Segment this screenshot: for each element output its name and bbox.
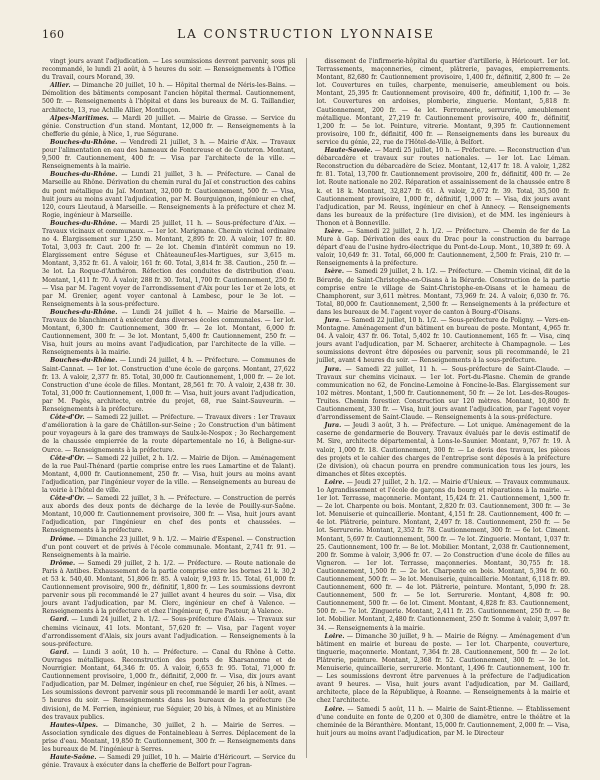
entry-text: — Samedi 22 juillet, 2 h. 1/2. — Préfecture. — Chemin de fer de La Mure à Gap. Dérivation des eaux du Drac pour la construction du barrage départ d'eau de l'usine hydro-électrique du Pont-de-Loup. Mont., 10,389 fr. 69. À valoir, 10,649 fr. 31. Total, 66,000 fr. Cautionnement, 2,500 fr. Frais, 210 fr. — Renseignements à la préfecture. xyxy=(316,227,571,268)
entry-department: Loire. xyxy=(324,705,345,713)
entry-department: Jura. xyxy=(324,317,342,324)
notice-entry xyxy=(42,722,296,754)
entry-text: dissement de l'infirmerie-hôpital du quartier d'artillerie, à Héricourt. 1er lot. Terrassements, maçonneries, ciment, plâtrerie, pavages, empierrements. Montant, 82,680 fr. Cautionnement provisoire, 1,400 fr., définitif, 2,800 fr. — 2e lot. Couvertures en tuiles, charpente, menuiserie, ameublement ou bois. Montant, 25,395 fr. Cautionnement provisoire, 400 fr., définitif, 1,100 fr. — 3e lot. Couvertures en ardoises, plomberie, zinguerie. Montant, 5,818 fr. Cautionnement, 200 fr. — 4e lot. Ferronnerie, serrurerie, ameublement métallique. Montant, 27,219 fr. Cautionnement provisoire, 400 fr., définitif, 1,200 fr. — 5e lot. Peinture, vitrerie. Montant, 9,395 fr. Cautionnement provisoire, 100 fr., définitif, 400 fr. — Renseignements dans les bureaux du service du génie, 22, rue de l'Hôtel-de-Ville, à Belfort. xyxy=(316,58,570,146)
notice-entry xyxy=(317,479,571,633)
notice-entry xyxy=(317,147,571,228)
notice-entry xyxy=(42,139,296,171)
entry-department: Haute-Saône. xyxy=(50,754,97,762)
notice-entry xyxy=(42,455,296,495)
entry-department: Allier. xyxy=(50,82,71,90)
entry-text: — Samedi 22 juillet, 3 h. — Préfecture. — Construction de perrés aux abords des deux ponts de décharge de la levée de Pouilly-sur-Saône. Montant, 10,000 fr. Cautionnement provisoire, 300 fr. — Visa, huit jours avant l'adjudication, par l'ingénieur en chef des ponts et chaussées. — Renseignements à la préfecture. xyxy=(42,495,296,535)
notice-entry xyxy=(42,495,296,535)
entry-text: — Lundi 21 juillet, 3 h. — Préfecture. — Canal de Marseille au Rhône. Dérivation du chemin rural du Jaï et construction des cabins du pont métallique du Jaï. Montant, 32,000 fr. Cautionnement, 500 fr. — Visa, huit jours au moins avant l'adjudication, par M. Bourguignon, ingénieur en chef, 120, cours Lieutaud, à Marseille. — Renseignements à la préfecture et chez M. Rogie, ingénieur à Marseille. xyxy=(42,171,296,219)
entry-text: — Samedi 5 août, 11 h. — Mairie de Saint-Étienne. — Établissement d'une conduite en fonte de 0,200 et 0,300 de diamètre, entre le théâtre et la cheminée de la Béranthère. Montant, 15,000 fr. Cautionnement, 2,000 fr. — Visa, huit jours au moins avant l'adjudication, par M. le Directeur xyxy=(316,705,570,737)
entry-department: Drôme. xyxy=(50,559,76,567)
entry-department: Hautes-Alpes. xyxy=(50,721,98,729)
entry-department: Jura. xyxy=(324,365,342,373)
entry-text: — Lundi 3 août, 10 h. — Préfecture. — Canal du Rhône à Cette. Ouvrages métalliques. Reconstruction des ponts de Kharsanonne et de Nourrigier. Montant, 64,346 fr. 05. À valoir, 6,653 fr. 95. Total, 71,000 fr. Cautionnement provisoire, 1,000 fr., définitif, 2,000 fr. — Visa, dix jours avant l'adjudication, par M. Delmer, ingénieur en chef, rue Séguier, 26 bis, à Nîmes. — Les soumissions devront parvenir sous pli recommandé le mardi 1er août, avant 5 heures du soir. — Renseignements dans les bureaux de la préfecture (3e division), de M. Ferrien, ingénieur, rue Séguier, 20 bis, à Nîmes, et au Ministère des travaux publics. xyxy=(42,648,296,721)
entry-department: Gard. xyxy=(50,648,69,656)
entry-text: — Dimanche 23 juillet, 9 h. 1/2. — Mairie d'Espenel. — Construction d'un pont couvert et de privés à l'école communale. Montant, 2,741 fr. 91. — Renseignements à la mairie. xyxy=(42,535,296,559)
running-title: LA CONSTRUCTION LYONNAISE xyxy=(177,27,435,41)
notice-entry xyxy=(317,317,571,366)
entry-department: Gard. xyxy=(50,616,69,624)
notice-entry xyxy=(317,268,571,317)
entry-department: Bouches-du-Rhône. xyxy=(50,357,118,365)
notice-entry xyxy=(317,366,571,423)
entry-text: — Lundi 24 juillet 4 h. — Mairie de Marseille. — Travaux de blanchiment à exécuter dans diverses écoles communales. — 1er lot. Montant, 6,300 fr. Cautionnement, 300 fr. — 2e lot. Montant, 6,000 fr. Cautionnement, 300 fr. — 3e lot. Montant, 5,400 fr. Cautionnement, 250 fr. — Visa, huit jours au moins avant l'adjudication, par l'architecte de la ville. — Renseignements à la mairie. xyxy=(42,308,296,357)
notice-entry xyxy=(42,560,296,617)
entry-department: Bouches-du-Rhône. xyxy=(50,308,118,316)
entry-department: Haute-Savoie. xyxy=(324,147,373,155)
entry-department: Côte-d'Or. xyxy=(50,495,85,503)
entry-text: — Dimanche, 30 juillet, 2 h. — Mairie de Serres. — Association syndicale des digues de Fontainebleau à Serres. Déplacement de la prise d'eau. Montant, 19,850 fr. Cautionnement, 300 fr. — Renseignements dans les bureaux de M. l'ingénieur à Serres. xyxy=(42,721,296,753)
notice-entry xyxy=(317,228,571,268)
entry-department: Isère. xyxy=(324,227,345,235)
entry-text: — Samedi 22 juillet, 2 h. 1/2. — Mairie de Dijon. — Aménagement de la rue Paul-Thénard (partie comprise entre les rues Lamartine et de Talant). Montant, 4,000 fr. Cautionnement, 250 fr. — Visa, huit jours au moins avant l'adjudication, par l'ingénieur voyer de la ville. — Renseignements au bureau de la voirie à l'hôtel de ville. xyxy=(42,454,296,494)
entry-text: — Jeudi 27 juillet, 2 h. 1/2. — Mairie d'Unieux. — Travaux communaux. 1o Agrandissement et l'école de garçons du bourg et réparations à la mairie. — 1er lot. Terrasse, maçonnerie. Montant, 15,424 fr. 21. Cautionnement, 1,500 fr. — 2e lot. Charpente ou bois. Montant, 2,820 fr. 03. Cautionnement, 300 fr. — 3e lot. Menuiserie et quincaillerie. Montant, 4,151 fr. 28. Cautionnement, 400 fr. — 4e lot. Plâtrerie, peinture. Montant, 2,497 fr. 18. Cautionnement, 250 fr. — 5e lot. Serrurerie. Montant, 2,352 fr. 78. Cautionnement, 300 fr. — 6e lot. Ciment. Montant, 5,697 fr. Cautionnement, 500 fr. — 7e lot. Zinguerie. Montant, 1,037 fr. 25. Cautionnement, 100 fr. — 8e lot. Mobilier. Montant, 2,038 fr. Cautionnement, 200 fr. Somme à valoir, 3,906 fr. 07. — 2o Construction d'une école de filles au Vigneron. — 1er lot. Terrasse, maçonneries. Montant, 30,755 fr. 18. Cautionnement, 1,500 fr. — 2e lot. Charpente en bois. Montant, 5,394 fr. 60. Cautionnement, 500 fr. — 3e lot. Menuiserie, quincaillerie. Montant, 6,118 fr. 89. Cautionnement, 600 fr. — 4e lot. Plâtrerie, peinture. Montant, 5,090 fr. 28. Cautionnement, 500 fr. — 5e lot. Serrurerie. Montant, 4,808 fr. 90. Cautionnement, 500 fr. — 6e lot. Ciment. Montant, 4,828 fr. 83. Cautionnement, 500 fr. — 7e lot. Zinguerie. Montant, 2,411 fr. 25. Cautionnement, 250 fr. — 8e lot. Mobilier. Montant, 2,480 fr. Cautionnement, 250 fr. Somme à valoir, 3,097 fr. 34. — Renseignements à la mairie. xyxy=(316,478,571,632)
entry-department: Côte-d'Or. xyxy=(50,414,85,422)
entry-department: Drôme. xyxy=(50,535,76,543)
left-column xyxy=(42,58,296,770)
entry-text: vingt jours avant l'adjudication. — Les soumissions devront parvenir, sous pli recommandé, le lundi 21 août, à 5 heures du soir. — Renseignements à l'Office du Travail, cours Morand, 39. xyxy=(42,58,296,82)
entry-department: Bouches-du-Rhône. xyxy=(50,171,118,179)
page-number: 160 xyxy=(42,28,65,41)
entry-text: — Lundi 24 juillet, 4 h. — Préfecture. — Communes de Saint-Cannat. — 1er lot. Construction d'une école de garçons. Montant, 27,622 fr. 13. À valoir, 2,377 fr. 85. Total, 30,000 fr. Cautionnement, 1,000 fr. — 2e lot. Construction d'une école de filles. Montant, 28,561 fr. 70. À valoir, 2,438 fr. 30. Total, 31,000 fr. Cautionnement, 1,000 fr. — Visa, huit jours avant l'adjudication, par M. Pagès, architecte, entrée du projet, 68, rue Saint-Sauveurin. — Renseignements à la préfecture. xyxy=(42,357,296,414)
entry-text: — Vendredi 21 juillet, 3 h. — Mairie d'Aix. — Travaux pour l'alimentation en eau des hameaux de Fontcreuse et de Couteron. Montant, 9,500 fr. Cautionnement, 400 fr. — Visa par l'architecte de la ville. — Renseignements à la mairie. xyxy=(42,138,296,171)
page-header xyxy=(42,24,570,44)
entry-department: Alpes-Maritimes. xyxy=(50,114,109,122)
entry-text: — Mardi 25 juillet, 11 h. — Sous-préfecture d'Aix. — Travaux vicinaux et communaux. — 1er lot. Marignane. Chemin vicinal ordinaire no 4. Élargissement sur 1,250 m. Montant, 2,895 fr. 20. À valoir, 107 fr. 80. Total, 3,003 fr. Caut. 200 fr. — 2e lot. Chemin d'intérêt commun no 19. Élargissement entre Séguse et Châteauneuf-les-Martigues, sur 3,615 m. Montant, 3,352 fr. 61. À valoir, 161 fr. 60. Total, 3,814 fr. 38. Caution., 250 fr. — 3e lot. La Roque-d'Anthéron. Réfection des conduites de distribution d'eau. Montant, 1,411 fr. 70. À valoir, 288 fr. 30. Total, 1,700 fr. Cautionnement, 250 fr. — Visa par M. l'agent voyer de l'arrondissement d'Aix pour les 1er et 2e lots, et par M. Grenier, agent voyer cantonal à Lambesc, pour le 3e lot. — Renseignements à la sous-préfecture. xyxy=(42,219,296,308)
entry-text: — Samedi 22 juillet, 11 h. — Sous-préfecture de Saint-Claude. — Travaux sur chemins vicinaux. — 1er lot. Fort-du-Plasne. Chemin de grande communication no 62, de Foncine-Lemoine à Foncine-le-Bas. Élargissement sur 102 mètres. Montant, 1,500 fr. Cautionnement, 50 fr. — 2e lot. Les-des-Rouges-Truites. Chemin forestier. Construction sur 120 mètres. Montant, 10,800 fr. Cautionnement, 330 fr. — Visa, huit jours avant l'adjudication, par l'agent voyer d'arrondissement de Saint-Claude. — Renseignements à la sous-préfecture. xyxy=(316,365,570,422)
entry-department: Côte-d'Or. xyxy=(50,454,85,462)
notice-entry xyxy=(42,357,296,414)
notice-entry xyxy=(42,649,296,722)
notice-entry xyxy=(317,706,571,738)
entry-text: — Dimanche 20 juillet, 10 h. — Hôpital thermal de Néris-les-Bains. — Démolition des bâtiments composant l'ancien hôpital thermal. Cautionnement, 500 fr. — Renseignements à l'hôpital et dans les bureaux de M. G. Taillandier, architecte, 13, rue Achille Allier, Montluçon. xyxy=(42,82,296,114)
notice-entry xyxy=(42,414,296,454)
entry-department: Bouches-du-Rhône. xyxy=(50,138,118,146)
entry-department: Isère. xyxy=(324,268,345,276)
entry-text: — Dimanche 30 juillet, 9 h. — Mairie de Régny. — Aménagement d'un bâtiment en mairie et bureau de poste. — 1er lot. Charpente, couverture, tinguerie, maçonnerie. Montant, 7,364 fr. 28. Cautionnement, 500 fr. — 2e lot. Plâtrerie, peinture. Montant, 2,368 fr. 52. Cautionnement, 300 fr. — 3e lot. Menuiserie, quincaillerie, serrurerie. Montant, 1,496 fr. Cautionnement, 100 fr. — Les soumissions devront être parvenues à la préfecture de l'adjudication avant 9 heures. — Visa, huit jours avant l'adjudication, par M. Gaillard, architecte, place de la République, à Roanne. — Renseignements à la mairie et chez l'architecte. xyxy=(316,632,570,705)
notice-entry xyxy=(42,536,296,560)
entry-department: Bouches-du-Rhône. xyxy=(50,219,118,227)
notice-entry xyxy=(317,58,571,147)
entry-text: — Lundi 24 juillet, 2 h. 1/2. — Sous-préfecture d'Alais. — Travaux sur chemins vicinaux, 41 lots. Montant, 57,620 fr. — Visa, par l'agent voyer d'arrondissement d'Alais, six jours avant l'adjudication. — Renseignements à la sous-préfecture. xyxy=(42,616,296,648)
entry-department: Jura. xyxy=(324,422,342,430)
entry-text: — Mardi 25 juillet, 10 h. — Préfecture. — Reconstruction d'un débarcadère et travaux sur routes nationales. — 1er lot. Lac Léman. Reconstruction du débarcadère de Sciez. Montant, 12,417 fr. 18. À valoir, 1,282 fr. 81. Total, 13,700 fr. Cautionnement provisoire, 200 fr., définitif, 400 fr. — 2e lot. Route nationale no 202. Réparation et assainissement de la chaussée entre 8 k. et 18 k. Montant, 32,827 fr. 61. À valoir, 2,672 fr. 39. Total, 35,500 fr. Cautionnement provisoire, 1,000 fr., définitif, 1,000 fr. — Visa, dix jours avant l'adjudication, par M. Reuss, ingénieur en chef à Annecy. — Renseignements dans les bureaux de la préfecture (1re division), et de MM. les ingénieurs à Thonon et à Bonneville. xyxy=(316,147,571,227)
notice-entry xyxy=(42,616,296,648)
entry-text: — Samedi 22 juillet, 10 h. 1/2. — Sous-préfecture de Poligny. — Vers-en-Montagne. Aménagement d'un bâtiment en bureau de poste. Montant, 4,965 fr. 04. À valoir, 437 fr. 06. Total, 5,402 fr. 10. Cautionnement, 165 fr. — Visa, cinq jours avant l'adjudication, par M. Schaerer, architecte à Champagnole. — Les soumissions devront être déposées ou parvenir, sous pli recommandé, le 21 juillet, avant 4 heures du soir. — Renseignements à la sous-préfecture. xyxy=(316,317,570,365)
notice-entry xyxy=(42,754,296,770)
notice-entry xyxy=(317,422,571,479)
entry-text: — Mardi 20 juillet. — Mairie de Grasse. — Service du génie. Construction d'un stand. Montant, 12,000 fr. — Renseignements à la chefferie du génie, à Nice, 1, rue Ségurane. xyxy=(42,114,296,138)
entry-department: Loire. xyxy=(324,478,345,486)
column-divider xyxy=(306,58,307,758)
entry-department: Loire. xyxy=(324,632,345,640)
entry-text: — Samedi 29 juillet, 2 h. 1/2. — Préfecture. — Chemin vicinal, dit de la Bérarde, de Saint-Christophe-en-Oisans à la Bérarde. Construction de la partie comprise entre le village de Saint-Christophe-en-Oisans et le hameau de Champhorent, sur 3,611 mètres. Montant, 73,969 fr. 24. À valoir, 6,030 fr. 76. Total, 80,000 fr. Cautionnement, 2,500 fr. — Renseignements à la préfecture et dans les bureaux de M. l'agent voyer de canton à Bourg-d'Oisans. xyxy=(316,268,570,316)
notice-entry xyxy=(42,220,296,309)
notice-entry xyxy=(42,58,296,82)
notice-entry xyxy=(317,633,571,706)
notice-entry xyxy=(42,309,296,358)
entry-text: — Samedi 29 juillet, 2 h. 1/2. — Préfecture. — Route nationale de Paris à Antibes. Exhaussement de la partie comprise entre les bornes 21 k. 30,2 et 53 k. 540,40. Montant, 51,806 fr. 85. À valoir, 9,193 fr. 15. Total, 61,000 fr. Cautionnement provisoire, 900 fr., définitif, 1,800 fr. — Les soumissions devront parvenir sous pli recommandé le 27 juillet avant 4 heures du soir. — Visa, dix jours avant l'adjudication, par M. Clerc, ingénieur en chef à Valence. — Renseignements à la préfecture et chez l'ingénieur, 6, rue Pasteur, à Valence. xyxy=(42,559,296,616)
right-column xyxy=(317,58,571,758)
text-columns xyxy=(42,58,571,770)
notice-entry xyxy=(42,82,296,114)
entry-text: — Jeudi 3 août, 3 h. — Préfecture. — Lot unique. Aménagement de la caserne de gendarmerie de Bouvery. Travaux évalués par le devis estimatif de M. Sire, architecte départemental, à Lons-le-Saunier. Montant, 9,767 fr. 19. À valoir, 1,000 fr. 18. Cautionnement, 300 fr. — Le devis des travaux, les pièces des projets et le cahier des charges de l'entreprise sont déposés à la préfecture (2e division), où chacun pourra en prendre communication tous les jours, les dimanches et fêtes exceptés. xyxy=(316,422,570,478)
entry-text: — Samedi 22 juillet. — Préfecture. — Travaux divers : 1er Travaux d'amélioration à la gare de Châtillon-sur-Seine ; 2o Construction d'un bâtiment pour voyageurs à la gare des tramways de Saulx-le-Nospox ; 3o Rechargement de la chaussée empierrée de la route départementale no 16, à Beligne-sur-Ource. — Renseignements à la préfecture. xyxy=(42,414,296,454)
notice-entry xyxy=(42,115,296,139)
notice-entry xyxy=(42,171,296,220)
entry-text: — Samedi 29 juillet, 10 h. — Mairie d'Héricourt. — Service du génie. Travaux à exécuter dans la chefferie de Belfort pour l'agran- xyxy=(42,754,296,770)
